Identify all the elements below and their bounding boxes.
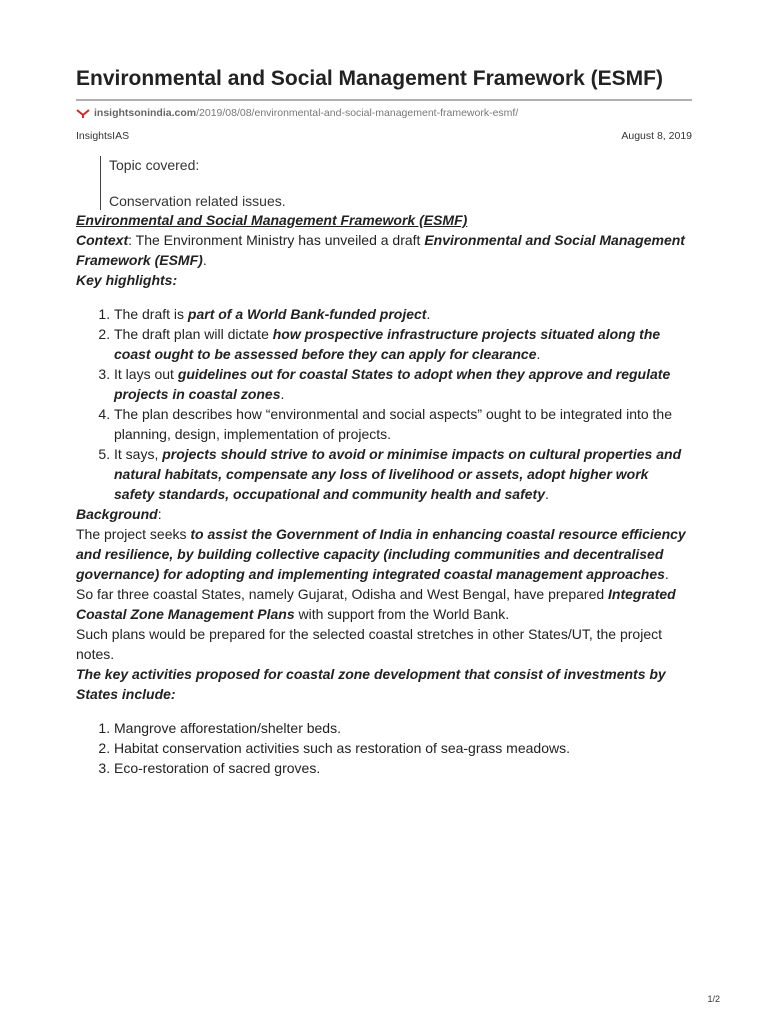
section-heading-text: Environmental and Social Management Framework (ESMF) (76, 212, 468, 228)
source-path[interactable]: /2019/08/08/environmental-and-social-management-framework-esmf/ (196, 107, 519, 119)
byline (76, 130, 692, 142)
background-heading (76, 504, 692, 524)
author: InsightsIAS (76, 130, 130, 142)
topic-quote (100, 156, 692, 210)
list-item: 1. Mangrove afforestation/shelter beds. (114, 718, 692, 738)
project-end: . (664, 566, 669, 582)
activities-heading: The key activities proposed for coastal zone development that consist of investments by States include: (76, 666, 666, 702)
topic-label: Topic covered: (109, 157, 200, 173)
project-text: The project seeks (76, 526, 191, 542)
document-page (76, 66, 692, 778)
activities-list (76, 718, 692, 778)
item-text: It says, (114, 446, 163, 462)
context-text: : The Environment Ministry has unveiled a draft (128, 232, 425, 248)
insights-logo-icon (76, 108, 90, 118)
context-end: . (202, 252, 207, 268)
page-title: Environmental and Social Management Framework (ESMF) (76, 67, 663, 90)
project-bold: to assist the Government of India in enhancing coastal resource efficiency and resilience, by building collective capacity (including communities and decentralised governance) for adopting and implementing integrated coastal management approaches (76, 526, 686, 582)
background-colon: : (157, 506, 162, 522)
states-paragraph (76, 584, 692, 624)
list-item: 2. Habitat conservation activities such as restoration of sea-grass meadows. (114, 738, 692, 758)
item-text: The draft is (114, 306, 188, 322)
context-bold: Environmental and Social Management Framework (ESMF) (76, 232, 685, 268)
context-label: Context (76, 232, 129, 248)
title-divider (76, 99, 692, 101)
item-text: It lays out (114, 366, 178, 382)
topic-value: Conservation related issues. (109, 193, 286, 209)
list-item (114, 364, 692, 404)
plans-paragraph: Such plans would be prepared for the selected coastal stretches in other States/UT, the project notes. (76, 626, 662, 662)
item-bold: part of a World Bank-funded project (187, 306, 427, 322)
item-text: The plan describes how “environmental and social aspects” ought to be integrated into the planning, design, implementation of projects. (114, 406, 673, 442)
item-end: . (536, 346, 541, 362)
project-paragraph (76, 524, 692, 584)
states-text: So far three coastal States, namely Gujarat, Odisha and West Bengal, have prepared (76, 586, 609, 602)
item-end: . (426, 306, 431, 322)
source-url[interactable] (76, 106, 692, 120)
list-item (114, 324, 692, 364)
item-bold: guidelines out for coastal States to adopt when they approve and regulate projects in coastal zones (114, 366, 671, 402)
section-heading (76, 210, 692, 230)
list-item: 3. Eco-restoration of sacred groves. (114, 758, 692, 778)
background-label: Background (76, 506, 158, 522)
states-end: with support from the World Bank. (294, 606, 510, 622)
page-number: 1/2 (707, 994, 720, 1004)
item-end: . (545, 486, 549, 502)
list-item (114, 404, 692, 444)
publish-date: August 8, 2019 (621, 130, 692, 142)
list-item (114, 304, 692, 324)
item-bold: how prospective infrastructure projects situated along the coast ought to be assessed before they can apply for clearance (114, 326, 661, 362)
context-paragraph (76, 230, 692, 270)
source-domain[interactable]: insightsonindia.com (94, 107, 197, 119)
item-text: The draft plan will dictate (114, 326, 273, 342)
article-body (76, 210, 692, 778)
states-bold: Integrated Coastal Zone Management Plans (76, 586, 676, 622)
item-bold: projects should strive to avoid or minimise impacts on cultural properties and natural habitats, compensate any loss of livelihood or assets, adopt higher work safety standards, occupational and community health and safety (114, 446, 682, 502)
item-end: . (280, 386, 285, 402)
list-item (114, 444, 692, 504)
highlights-heading: Key highlights: (76, 272, 178, 288)
highlights-list (76, 304, 692, 504)
